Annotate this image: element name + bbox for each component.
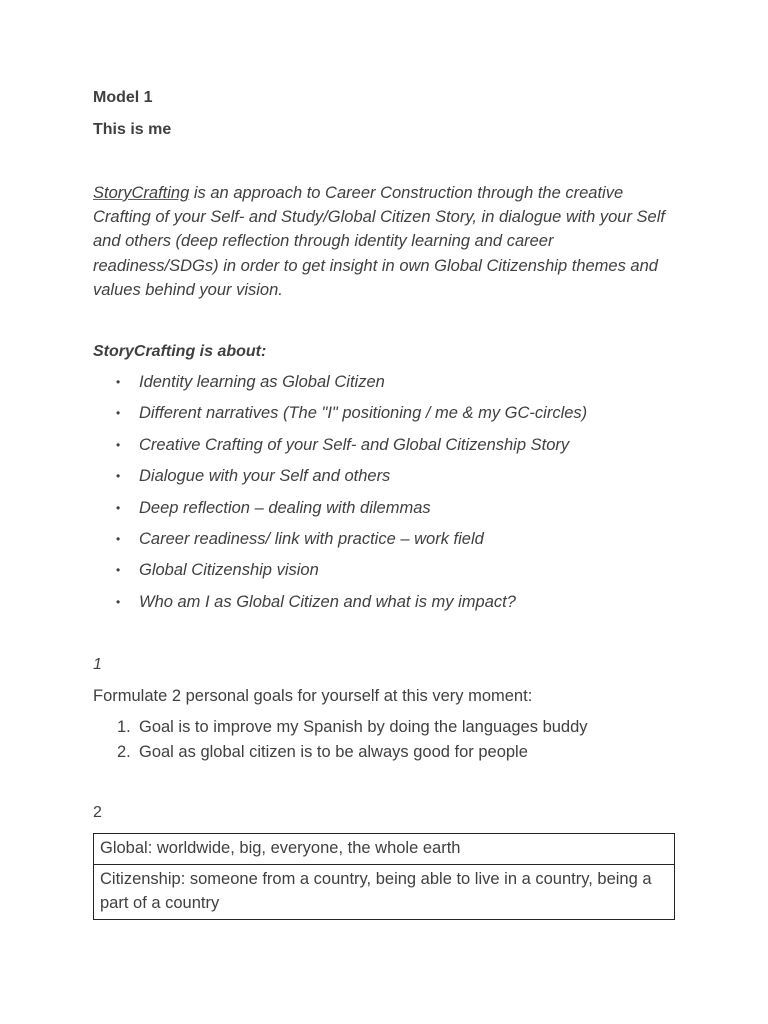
list-item [93, 403, 678, 434]
table-cell: Citizenship: someone from a country, being able to live in a country, being a part of a country [94, 865, 675, 920]
list-item [93, 372, 678, 403]
bullet-icon: • [116, 437, 121, 452]
list-item-text: Who am I as Global Citizen and what is my impact? [139, 592, 516, 611]
page-subtitle: This is me [93, 121, 172, 138]
bullet-icon: • [116, 531, 121, 546]
bullet-icon: • [116, 594, 121, 609]
list-item-text: Deep reflection – dealing with dilemmas [139, 498, 431, 517]
table-row [94, 865, 675, 920]
list-item-text: Career readiness/ link with practice – work field [139, 529, 484, 548]
list-item-text: Different narratives (The "I" positioning / me & my GC-circles) [139, 404, 588, 423]
list-item [93, 560, 678, 591]
bullet-icon: • [116, 406, 121, 421]
list-item [93, 466, 678, 497]
list-item-text: Creative Crafting of your Self- and Global Citizenship Story [139, 435, 570, 454]
list-item [93, 498, 678, 529]
goal-text: Goal as global citizen is to be always good for people [139, 743, 528, 761]
bullet-icon: • [116, 375, 121, 389]
list-item [93, 592, 678, 623]
bullet-icon: • [116, 469, 121, 484]
goal-number: 2. [117, 743, 131, 761]
goals-list [93, 716, 588, 766]
table-row [94, 834, 675, 865]
list-item [93, 435, 678, 466]
goal-number: 1. [117, 718, 131, 736]
section-number-1: 1 [93, 656, 102, 673]
about-label: StoryCrafting is about: [93, 343, 267, 360]
definitions-table [93, 833, 675, 920]
goal-text: Goal is to improve my Spanish by doing the languages buddy [139, 718, 588, 736]
section-number-2: 2 [93, 804, 102, 821]
goals-prompt: Formulate 2 personal goals for yourself at this very moment: [93, 687, 533, 705]
table-cell: Global: worldwide, big, everyone, the whole earth [94, 834, 675, 865]
list-item [93, 529, 678, 560]
bullet-icon: • [116, 563, 121, 578]
intro-paragraph [93, 181, 678, 302]
list-item [93, 741, 588, 766]
intro-text: is an approach to Career Construction through the creative Crafting of your Self- and Study/Global Citizen Story, in dialogue with your Self and others (deep reflection through identity learning and career readiness/SDGs) in order to get insight in own Global Citizenship themes and values behind your vision. [93, 184, 665, 299]
list-item-text: Dialogue with your Self and others [139, 467, 391, 486]
storycrafting-term: StoryCrafting [93, 184, 190, 202]
model-title: Model 1 [93, 89, 153, 106]
list-item-text: Global Citizenship vision [139, 561, 319, 580]
about-list [93, 372, 678, 623]
list-item-text: Identity learning as Global Citizen [139, 373, 385, 391]
bullet-icon: • [116, 500, 121, 515]
list-item [93, 716, 588, 741]
